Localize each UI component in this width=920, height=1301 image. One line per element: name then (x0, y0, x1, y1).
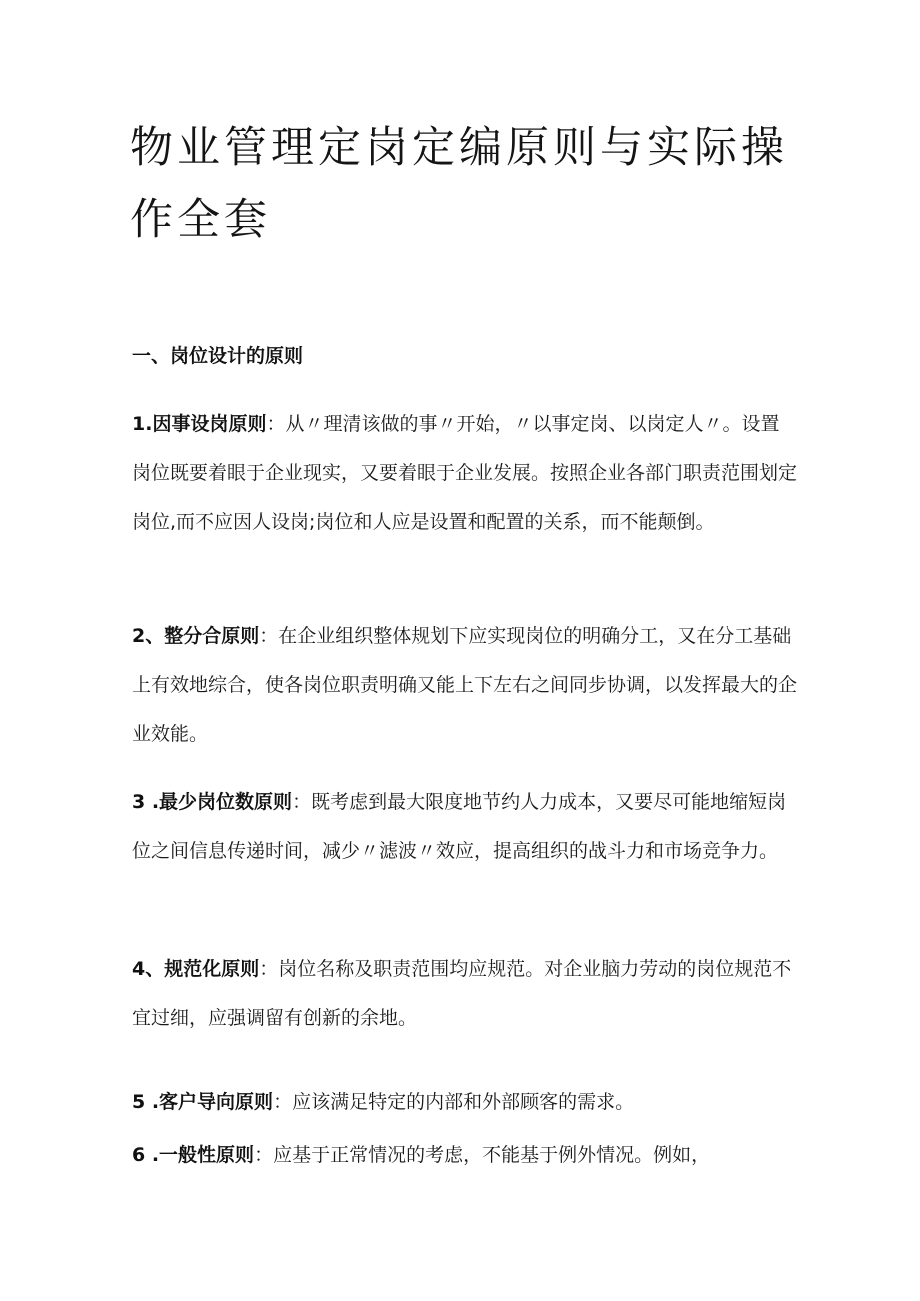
principle-term-5: 5 .客户导向原则 (132, 1091, 274, 1113)
principle-text-2: ：在企业组织整体规划下应实现岗位的明确分工，又在分工基础上有效地综合，使各岗位职责明确又能上下左右之间同步协调，以发挥最大的企业效能。 (132, 625, 798, 745)
principle-text-3: ：既考虑到最大限度地节约人力成本，又要尽可能地缩短岗位之间信息传递时间，减少〃滤波〃效应，提高组织的战斗力和市场竞争力。 (132, 791, 787, 862)
principle-paragraph-2 (132, 612, 797, 759)
principle-text-4: ：岗位名称及职责范围均应规范。对企业脑力劳动的岗位规范不宜过细，应强调留有创新的余地。 (132, 958, 792, 1029)
principle-paragraph-3 (132, 778, 797, 876)
principle-paragraph-5 (132, 1078, 797, 1127)
principle-term-6: 6 .一般性原则 (132, 1144, 255, 1166)
principle-term-3: 3 .最少岗位数原则 (132, 791, 293, 813)
principle-paragraph-1 (132, 400, 797, 547)
principle-text-1: ：从〃理清该做的事〃开始，〃以事定岗、以岗定人〃。设置岗位既要着眼于企业现实，又要着眼于企业发展。按照企业各部门职责范围划定岗位,而不应因人设岗;岗位和人应是设置和配置的关系，而不能颠倒。 (132, 413, 798, 533)
principle-paragraph-4 (132, 945, 797, 1043)
principle-term-4: 4、规范化原则 (132, 958, 260, 980)
principle-paragraph-6 (132, 1131, 797, 1180)
section-heading: 一、岗位设计的原则 (132, 345, 304, 367)
document-title: 物业管理定岗定编原则与实际操作全套 (130, 123, 788, 245)
principle-text-5: ：应该满足特定的内部和外部顾客的需求。 (273, 1091, 635, 1113)
principle-term-1: 1.因事设岗原则 (132, 413, 267, 435)
principle-term-2: 2、整分合原则 (132, 625, 260, 647)
principle-text-6: ：应基于正常情况的考虑，不能基于例外情况。例如， (254, 1144, 711, 1166)
